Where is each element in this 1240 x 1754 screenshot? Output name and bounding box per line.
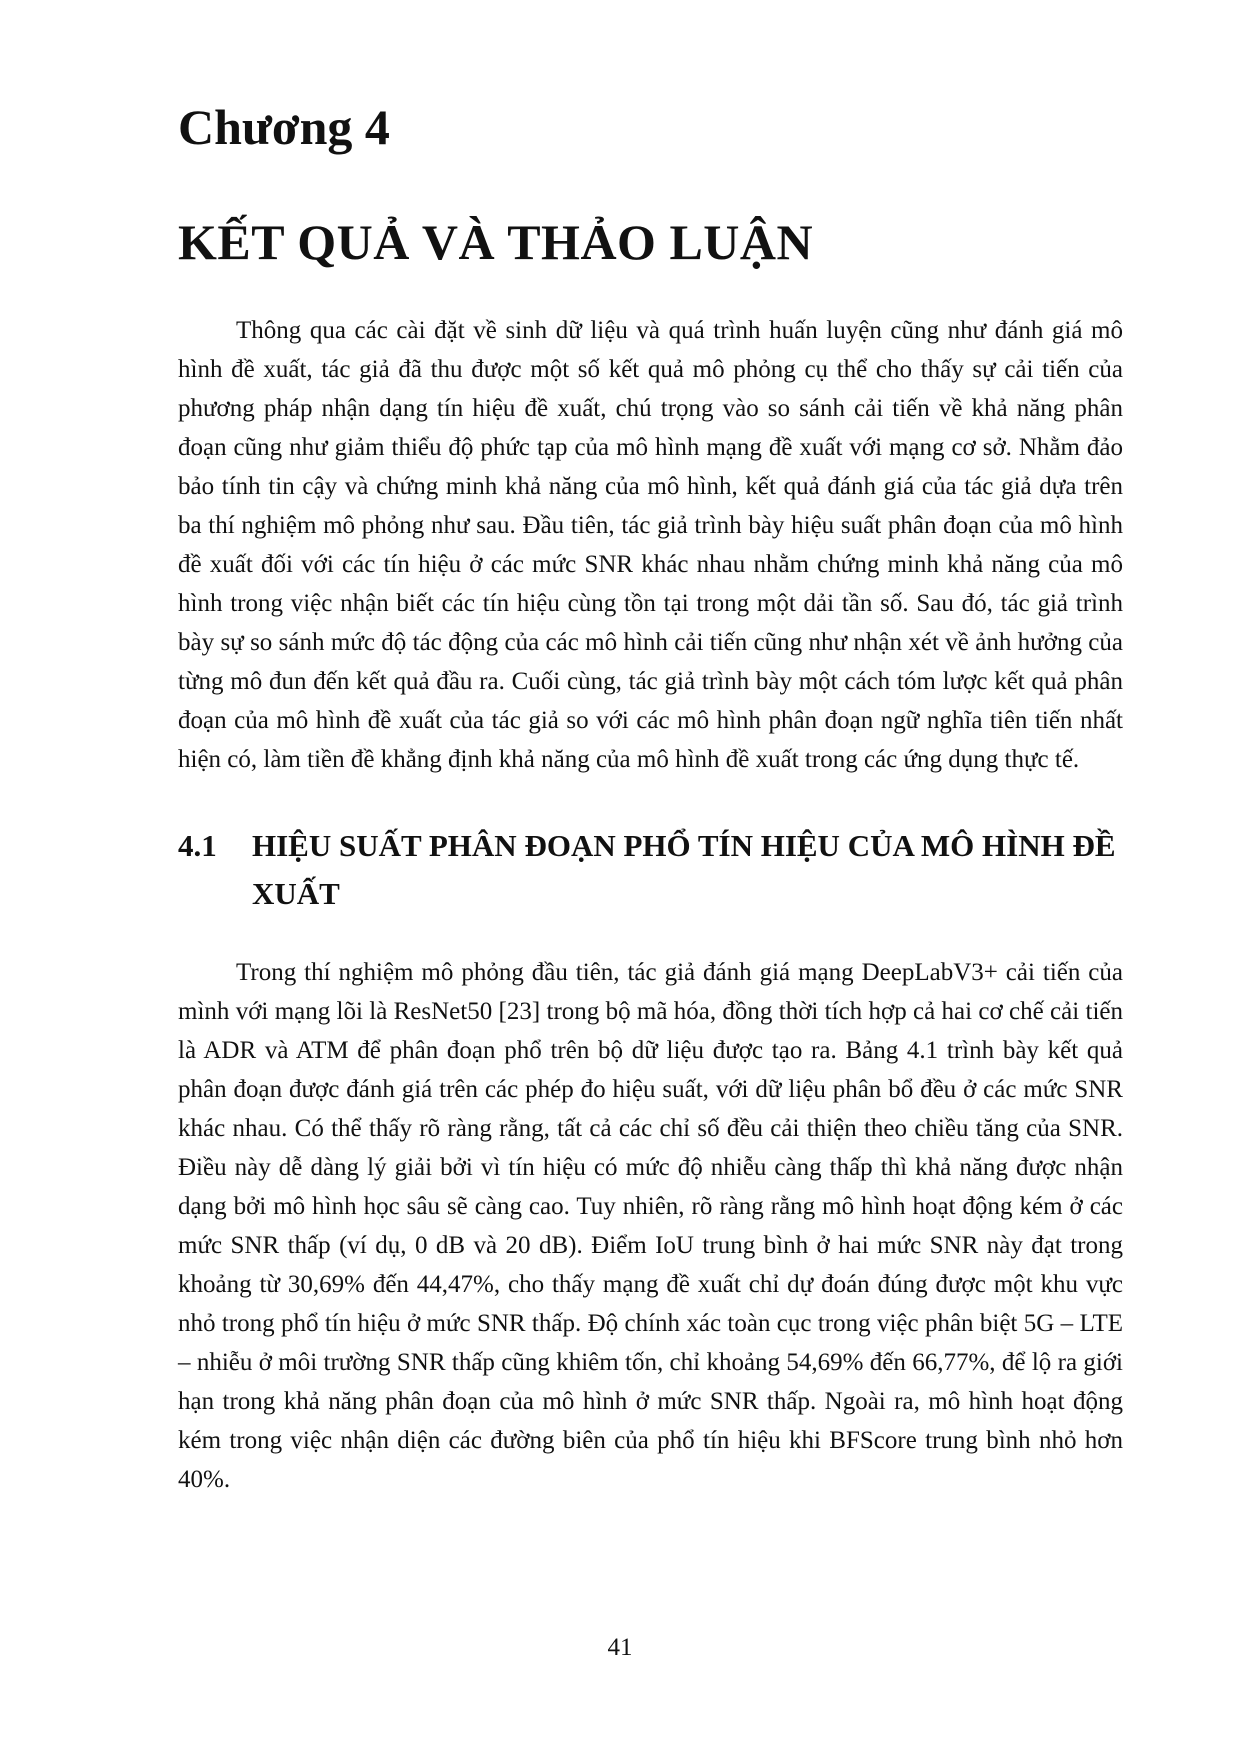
section-heading [178, 822, 1123, 918]
page-number: 41 [607, 1634, 633, 1661]
section-number: 4.1 [178, 828, 217, 863]
intro-paragraph: Thông qua các cài đặt về sinh dữ liệu và quá trình huấn luyện cũng như đánh giá mô hình đề xuất, tác giả đã thu được một số kết quả mô phỏng cụ thể cho thấy sự cải tiến của phương pháp nhận dạng tín hiệu đề xuất, chú trọng vào so sánh cải tiến về khả năng phân đoạn cũng như giảm thiểu độ phức tạp của mô hình mạng đề xuất với mạng cơ sở. Nhằm đảo bảo tính tin cậy và chứng minh khả năng của mô hình, kết quả đánh giá của tác giả dựa trên ba thí nghiệm mô phỏng như sau. Đầu tiên, tác giả trình bày hiệu suất phân đoạn của mô hình đề xuất đối với các tín hiệu ở các mức SNR khác nhau nhằm chứng minh khả năng của mô hình trong việc nhận biết các tín hiệu cùng tồn tại trong một dải tần số. Sau đó, tác giả trình bày sự so sánh mức độ tác động của các mô hình cải tiến cũng như nhận xét về ảnh hưởng của từng mô đun đến kết quả đầu ra. Cuối cùng, tác giả trình bày một cách tóm lược kết quả phân đoạn của mô hình đề xuất của tác giả so với các mô hình phân đoạn ngữ nghĩa tiên tiến nhất hiện có, làm tiền đề khẳng định khả năng của mô hình đề xuất trong các ứng dụng thực tế. [178, 317, 1123, 773]
chapter-label: Chương 4 [178, 99, 390, 155]
page-content [178, 100, 1123, 1499]
section-title: HIỆU SUẤT PHÂN ĐOẠN PHỔ TÍN HIỆU CỦA MÔ HÌNH ĐỀ XUẤT [252, 828, 1116, 911]
chapter-title: KẾT QUẢ VÀ THẢO LUẬN [178, 214, 814, 270]
section-paragraph: Trong thí nghiệm mô phỏng đầu tiên, tác giả đánh giá mạng DeepLabV3+ cải tiến của mình với mạng lõi là ResNet50 [23] trong bộ mã hóa, đồng thời tích hợp cả hai cơ chế cải tiến là ADR và ATM để phân đoạn phổ trên bộ dữ liệu được tạo ra. Bảng 4.1 trình bày kết quả phân đoạn được đánh giá trên các phép đo hiệu suất, với dữ liệu phân bổ đều ở các mức SNR khác nhau. Có thể thấy rõ ràng rằng, tất cả các chỉ số đều cải thiện theo chiều tăng của SNR. Điều này dễ dàng lý giải bởi vì tín hiệu có mức độ nhiễu càng thấp thì khả năng được nhận dạng bởi mô hình học sâu sẽ càng cao. Tuy nhiên, rõ ràng rằng mô hình hoạt động kém ở các mức SNR thấp (ví dụ, 0 dB và 20 dB). Điểm IoU trung bình ở hai mức SNR này đạt trong khoảng từ 30,69% đến 44,47%, cho thấy mạng đề xuất chỉ dự đoán đúng được một khu vực nhỏ trong phổ tín hiệu ở mức SNR thấp. Độ chính xác toàn cục trong việc phân biệt 5G – LTE – nhiễu ở môi trường SNR thấp cũng khiêm tốn, chỉ khoảng 54,69% đến 66,77%, để lộ ra giới hạn trong khả năng phân đoạn của mô hình ở mức SNR thấp. Ngoài ra, mô hình hoạt động kém trong việc nhận diện các đường biên của phổ tín hiệu khi BFScore trung bình nhỏ hơn 40%. [178, 959, 1123, 1493]
